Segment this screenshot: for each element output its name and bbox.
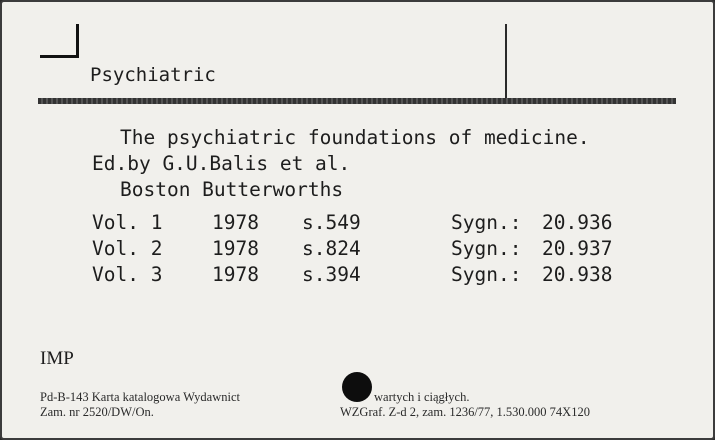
publisher-line: Boston Butterworths: [120, 178, 344, 201]
volume-row-3-year: 1978: [212, 263, 259, 286]
corner-mark-horizontal: [40, 55, 78, 58]
volume-row-2-pages: s.824: [302, 237, 361, 260]
volume-row-3-sygn: 20.938: [542, 263, 613, 286]
volume-row-3-sygn-label: Sygn.:: [451, 263, 522, 286]
library-stamp: IMP: [40, 348, 74, 369]
volume-row-2-sygn: 20.937: [542, 237, 613, 260]
footer-printer-info: WZGraf. Z-d 2, zam. 1236/77, 1.530.000 74X120: [340, 405, 590, 419]
volume-row-2-year: 1978: [212, 237, 259, 260]
header-rule: [38, 98, 676, 104]
corner-mark-vertical: [76, 24, 79, 58]
volume-row-1-sygn: 20.936: [542, 211, 613, 234]
header-divider-vertical: [505, 24, 507, 100]
volume-row-1-vol: Vol. 1: [92, 211, 163, 234]
footer-form-id: Pd-B-143 Karta katalogowa Wydawnict: [40, 390, 241, 404]
footer-order-number: Zam. nr 2520/DW/On.: [40, 405, 154, 419]
volume-row-3-vol: Vol. 3: [92, 263, 163, 286]
footer-form-desc: wartych i ciągłych.: [374, 390, 470, 404]
volume-row-1-sygn-label: Sygn.:: [451, 211, 522, 234]
title-line: The psychiatric foundations of medicine.: [120, 126, 590, 149]
volume-row-1-year: 1978: [212, 211, 259, 234]
subject-heading: Psychiatric: [90, 64, 216, 86]
volume-row-2-vol: Vol. 2: [92, 237, 163, 260]
punch-hole: [342, 372, 372, 402]
volume-row-2-sygn-label: Sygn.:: [451, 237, 522, 260]
volume-row-1-pages: s.549: [302, 211, 361, 234]
editor-line: Ed.by G.U.Balis et al.: [92, 152, 351, 175]
volume-row-3-pages: s.394: [302, 263, 361, 286]
